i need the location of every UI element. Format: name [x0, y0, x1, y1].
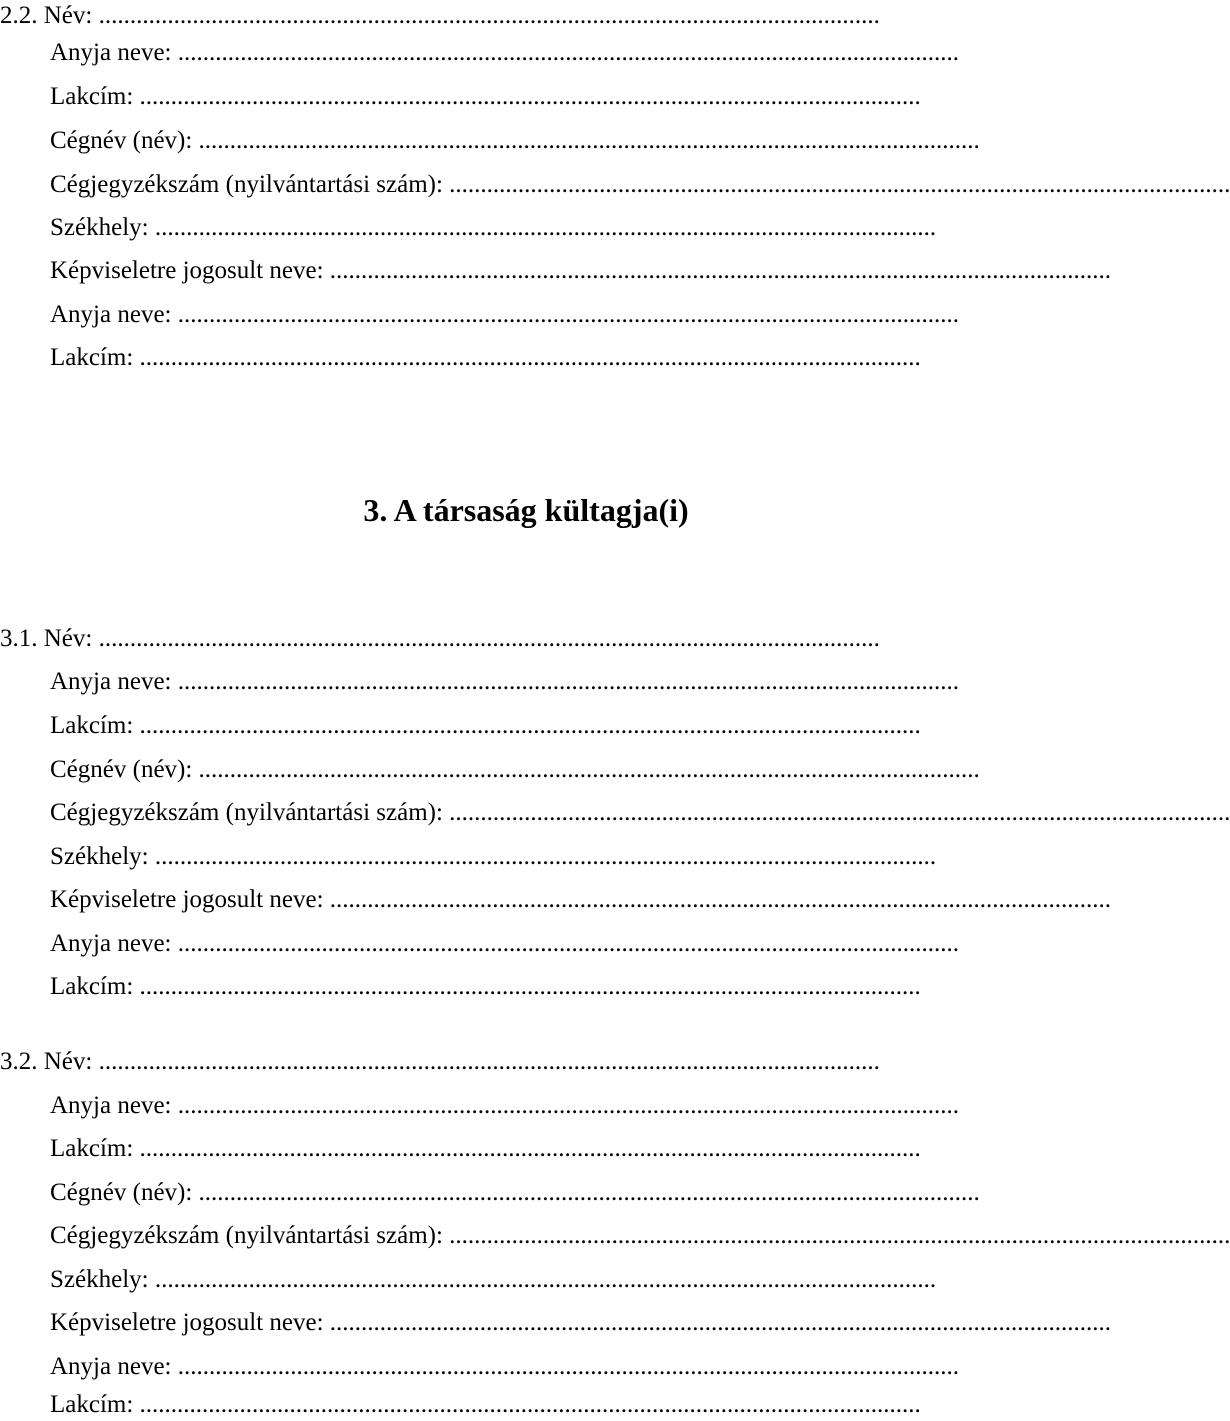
- field-cegjegyzekszam: Cégjegyzékszám (nyilvántartási szám): .............................................................................................................................: [50, 1222, 1230, 1249]
- field-cegjegyzekszam: Cégjegyzékszám (nyilvántartási szám): .............................................................................................................................: [50, 799, 1230, 826]
- field-kepviselo-neve: Képviseletre jogosult neve: .............................................................................................................................: [50, 257, 1112, 284]
- field-szekhely: Székhely: .............................................................................................................................: [50, 1266, 937, 1293]
- field-lakcim: Lakcím: .............................................................................................................................: [50, 83, 921, 110]
- field-cegnev: Cégnév (név): .............................................................................................................................: [50, 1179, 980, 1206]
- field-anyja-neve: Anyja neve: .............................................................................................................................: [50, 39, 959, 66]
- field-lakcim: Lakcím: .............................................................................................................................: [50, 1135, 921, 1162]
- field-cegjegyzekszam: Cégjegyzékszám (nyilvántartási szám): .............................................................................................................................: [50, 171, 1230, 198]
- field-cegnev: Cégnév (név): .............................................................................................................................: [50, 127, 980, 154]
- field-kepviselo-lakcim: Lakcím: .............................................................................................................................: [50, 1391, 921, 1418]
- field-anyja-neve: Anyja neve: .............................................................................................................................: [50, 1092, 959, 1119]
- field-anyja-neve: Anyja neve: .............................................................................................................................: [50, 668, 959, 695]
- field-kepviselo-anyja-neve: Anyja neve: .............................................................................................................................: [50, 301, 959, 328]
- field-lakcim: Lakcím: .............................................................................................................................: [50, 712, 921, 739]
- field-nev-2-2: 2.2. Név: .............................................................................................................................: [0, 2, 880, 29]
- section-heading-kultagok: 3. A társaság kültagja(i): [363, 492, 689, 528]
- field-nev-3-2: 3.2. Név: .............................................................................................................................: [0, 1048, 880, 1075]
- field-nev-3-1: 3.1. Név: .............................................................................................................................: [0, 625, 880, 652]
- field-kepviselo-lakcim: Lakcím: .............................................................................................................................: [50, 344, 921, 371]
- field-kepviselo-neve: Képviseletre jogosult neve: .............................................................................................................................: [50, 886, 1112, 913]
- field-kepviselo-anyja-neve: Anyja neve: .............................................................................................................................: [50, 930, 959, 957]
- field-kepviselo-lakcim: Lakcím: .............................................................................................................................: [50, 973, 921, 1000]
- field-cegnev: Cégnév (név): .............................................................................................................................: [50, 756, 980, 783]
- field-kepviselo-anyja-neve: Anyja neve: .............................................................................................................................: [50, 1353, 959, 1380]
- field-szekhely: Székhely: .............................................................................................................................: [50, 214, 937, 241]
- field-szekhely: Székhely: .............................................................................................................................: [50, 843, 937, 870]
- field-kepviselo-neve: Képviseletre jogosult neve: .............................................................................................................................: [50, 1309, 1112, 1336]
